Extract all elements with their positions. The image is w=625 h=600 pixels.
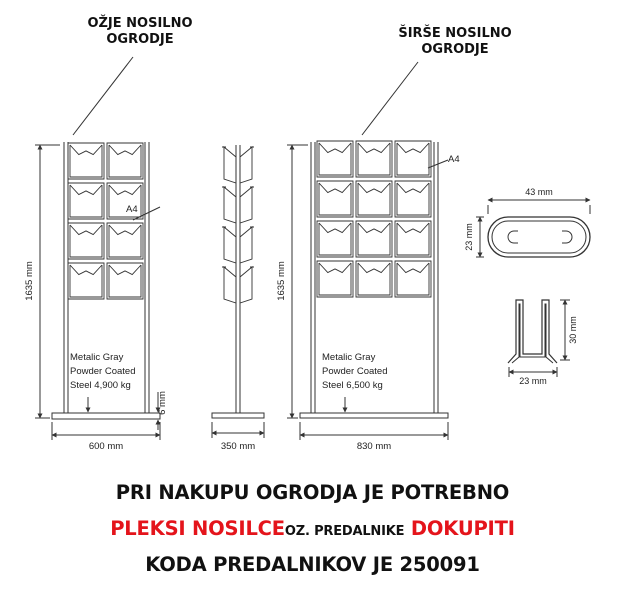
pocket-holder — [68, 263, 104, 299]
wide-width-label: 830 mm — [356, 441, 392, 452]
pocket-holder — [356, 221, 392, 257]
caption-line-1: PRI NAKUPU OGRODJA JE POTREBNO — [115, 481, 510, 504]
narrow-frame-title: OŽJE NOSILNO OGRODJE — [87, 16, 193, 47]
pocket-holder — [395, 261, 431, 297]
pocket-holder — [356, 261, 392, 297]
wide-spec-1: Metalic Gray — [322, 352, 376, 363]
pocket-holder — [356, 141, 392, 177]
wide-spec-2: Powder Coated — [322, 366, 388, 377]
narrow-width-label: 600 mm — [88, 441, 124, 452]
pocket-holder — [395, 141, 431, 177]
channel-profile-drawing — [508, 300, 570, 377]
pocket-holder — [395, 221, 431, 257]
side-pocket-fins — [222, 147, 254, 303]
caption-black: OZ. PREDALNIKE — [284, 524, 405, 539]
narrow-spec-1: Metalic Gray — [70, 352, 124, 363]
narrow-spec-3: Steel 4,900 kg — [70, 380, 131, 391]
pocket-holder — [68, 183, 104, 219]
pocket-holder — [317, 141, 353, 177]
pocket-holder — [356, 181, 392, 217]
narrow-base-label: 6 mm — [157, 391, 168, 415]
oval-height-label: 23 mm — [464, 223, 474, 251]
narrow-height-label: 1635 mm — [24, 261, 35, 301]
profile-height-label: 30 mm — [568, 316, 578, 344]
side-view-drawing — [212, 145, 264, 438]
caption-line-2 — [0, 517, 625, 540]
oval-width-label: 43 mm — [525, 187, 553, 197]
narrow-pocket-grid — [68, 143, 143, 299]
side-pocket-fin — [222, 187, 254, 223]
pocket-holder — [107, 143, 143, 179]
pocket-holder — [317, 221, 353, 257]
pocket-holder — [317, 181, 353, 217]
narrow-spec-2: Powder Coated — [70, 366, 136, 377]
caption-red-2: DOKUPITI — [410, 517, 515, 540]
side-pocket-fin — [222, 147, 254, 183]
a4-label-wide: A4 — [448, 154, 460, 165]
profile-width-label: 23 mm — [519, 376, 547, 386]
wide-height-label: 1635 mm — [276, 261, 287, 301]
caption-red-1: PLEKSI NOSILCE — [110, 517, 285, 540]
oval-profile-drawing — [476, 200, 590, 257]
side-pocket-fin — [222, 227, 254, 263]
side-depth-label: 350 mm — [220, 441, 256, 452]
pocket-holder — [68, 223, 104, 259]
caption-line-3: KODA PREDALNIKOV JE 250091 — [145, 553, 480, 576]
wide-title-leader — [362, 62, 418, 135]
side-pocket-fin — [222, 267, 254, 303]
wide-spec-3: Steel 6,500 kg — [322, 380, 383, 391]
pocket-holder — [395, 181, 431, 217]
wide-pocket-grid — [317, 141, 431, 297]
wide-frame-title: ŠIRŠE NOSILNO OGRODJE — [398, 26, 512, 57]
pocket-holder — [68, 143, 104, 179]
a4-label-narrow: A4 — [126, 204, 138, 215]
pocket-holder — [107, 263, 143, 299]
pocket-holder — [107, 223, 143, 259]
pocket-holder — [317, 261, 353, 297]
narrow-title-leader — [73, 57, 133, 135]
